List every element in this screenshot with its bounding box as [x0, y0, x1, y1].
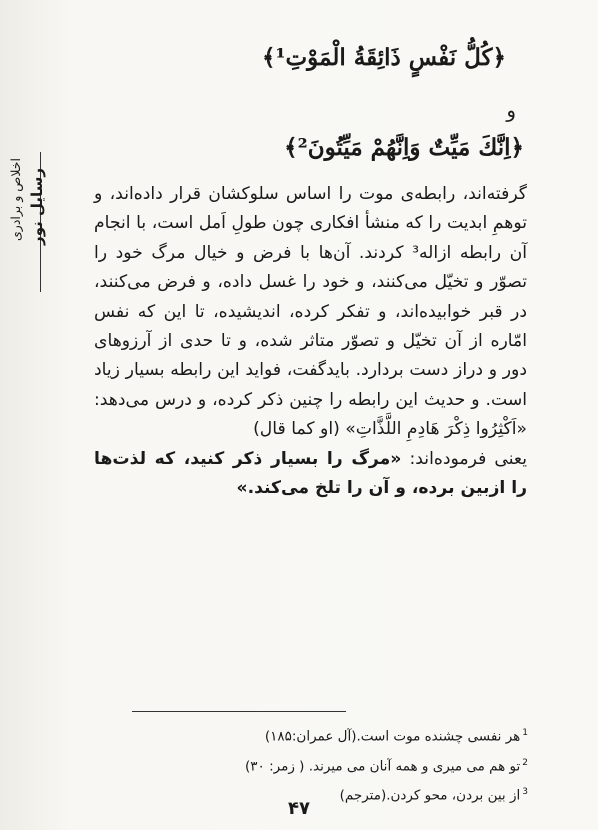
quran-verse-2: ﴿اِنَّكَ مَيِّتٌ وَاِنَّهُمْ مَيِّتُونَ²﴾ [284, 134, 524, 161]
quran-verse-1: ﴿كُلُّ نَفْسٍ ذَائِقَةُ الْمَوْتِ¹﴾ [261, 44, 506, 71]
footnote-number: 2 [522, 757, 528, 768]
side-label-title: رسایل نور [28, 168, 46, 245]
hadith-translation: «مرگ را بسیار ذکر کنید، که لذت‌ها را ازبین برده، و آن را تلخ می‌کند.» [94, 448, 527, 499]
paragraph-2 [94, 445, 527, 504]
footnotes [108, 720, 528, 809]
page-number: ۴۷ [288, 798, 310, 819]
footnote-text: تو هم می میری و همه آنان می میرند. ( زمر: ۳۰) [245, 758, 521, 774]
footnote-item [108, 720, 528, 750]
footnote-divider [132, 711, 346, 712]
paragraph-2-prefix: یعنی فرموده‌اند: [401, 448, 527, 469]
footnote-number: 1 [522, 728, 528, 738]
side-label-subtitle: اخلاص و برادری [8, 158, 23, 241]
footnote-item [108, 750, 528, 780]
footnote-text: از بین بردن، محو کردن.(مترجم) [339, 787, 521, 804]
footnote-number: 3 [522, 787, 528, 797]
footnote-text: هر نفسی چشنده موت است.(آل عمران:۱۸۵) [264, 728, 521, 745]
conjunction: و [506, 98, 516, 122]
body-text [94, 180, 527, 503]
paragraph-1: گرفته‌اند، رابطه‌ی موت را اساس سلوکشان قرار داده‌اند، و توهمِ ابدیت را که منشأ افکاری چون طولِ اَمل است، با انجام آن رابطه ازاله³ کردند. آن‌ها با فرض و خیال مرگ خود را تصوّر و تخیّل می‌کنند، و خود را غسل داده، و فرض می‌کنند، در قبر خوابیده‌اند، و تفکر کرده، اندیشیده، تا این که نفس امّاره از آن تخیّل و تصوّر متاثر شده، و تا حدی از آرزوهای دور و دراز دست بردارد. بایدگفت، فواید این رابطه بسیار زیاد است. و حدیث این رابطه را چنین ذکر کرده، و درس می‌دهد: «اَكْثِرُوا ذِكْرَ هَادِمِ اللَّذَّاتِ» (او كما قال) [94, 184, 527, 440]
